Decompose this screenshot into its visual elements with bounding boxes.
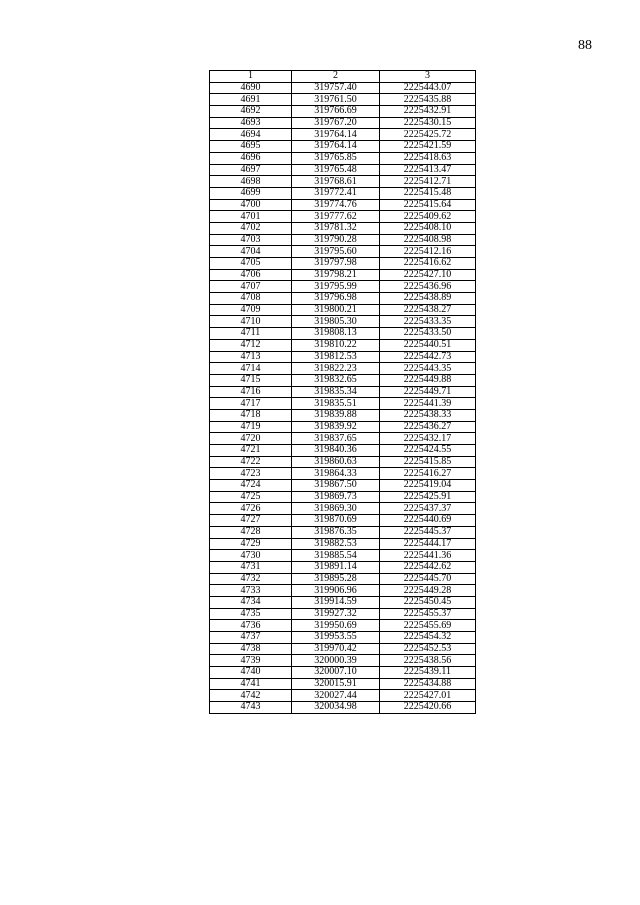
table-row xyxy=(210,398,476,410)
coordinates-table xyxy=(209,70,476,714)
x-coordinate-cell: 319805.30 xyxy=(292,316,380,328)
y-coordinate-cell: 2225421.59 xyxy=(380,141,476,153)
x-coordinate-cell: 319781.32 xyxy=(292,222,380,234)
x-coordinate-cell: 319860.63 xyxy=(292,456,380,468)
table-row xyxy=(210,561,476,573)
point-number-cell: 4724 xyxy=(210,480,292,492)
x-coordinate-cell: 319796.98 xyxy=(292,293,380,305)
table-row xyxy=(210,94,476,106)
table-header xyxy=(210,71,476,83)
header-row xyxy=(210,71,476,83)
table-row xyxy=(210,246,476,258)
x-coordinate-cell: 319764.14 xyxy=(292,129,380,141)
point-number-cell: 4702 xyxy=(210,222,292,234)
table-row xyxy=(210,655,476,667)
table-row xyxy=(210,234,476,246)
point-number-cell: 4734 xyxy=(210,596,292,608)
x-coordinate-cell: 319774.76 xyxy=(292,199,380,211)
point-number-cell: 4730 xyxy=(210,550,292,562)
y-coordinate-cell: 2225430.15 xyxy=(380,117,476,129)
point-number-cell: 4717 xyxy=(210,398,292,410)
table-row xyxy=(210,211,476,223)
point-number-cell: 4701 xyxy=(210,211,292,223)
y-coordinate-cell: 2225435.88 xyxy=(380,94,476,106)
x-coordinate-cell: 319837.65 xyxy=(292,433,380,445)
table-row xyxy=(210,281,476,293)
y-coordinate-cell: 2225438.56 xyxy=(380,655,476,667)
y-coordinate-cell: 2225445.70 xyxy=(380,573,476,585)
point-number-cell: 4737 xyxy=(210,632,292,644)
y-coordinate-cell: 2225412.71 xyxy=(380,176,476,188)
x-coordinate-cell: 319808.13 xyxy=(292,328,380,340)
y-coordinate-cell: 2225455.37 xyxy=(380,608,476,620)
y-coordinate-cell: 2225427.10 xyxy=(380,269,476,281)
y-coordinate-cell: 2225454.32 xyxy=(380,632,476,644)
point-number-cell: 4704 xyxy=(210,246,292,258)
table-row xyxy=(210,573,476,585)
y-coordinate-cell: 2225434.88 xyxy=(380,678,476,690)
table-row xyxy=(210,187,476,199)
table-row xyxy=(210,351,476,363)
point-number-cell: 4690 xyxy=(210,82,292,94)
x-coordinate-cell: 319764.14 xyxy=(292,141,380,153)
point-number-cell: 4695 xyxy=(210,141,292,153)
table-row xyxy=(210,328,476,340)
point-number-cell: 4694 xyxy=(210,129,292,141)
x-coordinate-cell: 319895.28 xyxy=(292,573,380,585)
y-coordinate-cell: 2225436.96 xyxy=(380,281,476,293)
x-coordinate-cell: 319953.55 xyxy=(292,632,380,644)
x-coordinate-cell: 319869.73 xyxy=(292,491,380,503)
table-row xyxy=(210,339,476,351)
y-coordinate-cell: 2225437.37 xyxy=(380,503,476,515)
y-coordinate-cell: 2225449.28 xyxy=(380,585,476,597)
y-coordinate-cell: 2225443.35 xyxy=(380,363,476,375)
y-coordinate-cell: 2225443.07 xyxy=(380,82,476,94)
x-coordinate-cell: 319970.42 xyxy=(292,643,380,655)
table-row xyxy=(210,117,476,129)
y-coordinate-cell: 2225416.27 xyxy=(380,468,476,480)
x-coordinate-cell: 319765.48 xyxy=(292,164,380,176)
point-number-cell: 4729 xyxy=(210,538,292,550)
table-row xyxy=(210,199,476,211)
point-number-cell: 4721 xyxy=(210,445,292,457)
table-row xyxy=(210,702,476,714)
point-number-cell: 4700 xyxy=(210,199,292,211)
y-coordinate-cell: 2225408.98 xyxy=(380,234,476,246)
y-coordinate-cell: 2225444.17 xyxy=(380,538,476,550)
point-number-cell: 4732 xyxy=(210,573,292,585)
table-row xyxy=(210,468,476,480)
x-coordinate-cell: 319839.88 xyxy=(292,409,380,421)
x-coordinate-cell: 319869.30 xyxy=(292,503,380,515)
x-coordinate-cell: 319777.62 xyxy=(292,211,380,223)
table-row xyxy=(210,643,476,655)
x-coordinate-cell: 319876.35 xyxy=(292,526,380,538)
x-coordinate-cell: 319812.53 xyxy=(292,351,380,363)
table-row xyxy=(210,678,476,690)
table-row xyxy=(210,269,476,281)
point-number-cell: 4725 xyxy=(210,491,292,503)
y-coordinate-cell: 2225412.16 xyxy=(380,246,476,258)
point-number-cell: 4727 xyxy=(210,515,292,527)
point-number-cell: 4723 xyxy=(210,468,292,480)
x-coordinate-cell: 319870.69 xyxy=(292,515,380,527)
x-coordinate-cell: 319867.50 xyxy=(292,480,380,492)
table-row xyxy=(210,503,476,515)
x-coordinate-cell: 319906.96 xyxy=(292,585,380,597)
y-coordinate-cell: 2225440.69 xyxy=(380,515,476,527)
x-coordinate-cell: 319927.32 xyxy=(292,608,380,620)
point-number-cell: 4742 xyxy=(210,690,292,702)
table-row xyxy=(210,304,476,316)
y-coordinate-cell: 2225415.85 xyxy=(380,456,476,468)
point-number-cell: 4691 xyxy=(210,94,292,106)
x-coordinate-cell: 319839.92 xyxy=(292,421,380,433)
table-row xyxy=(210,550,476,562)
y-coordinate-cell: 2225449.88 xyxy=(380,374,476,386)
y-coordinate-cell: 2225438.33 xyxy=(380,409,476,421)
table-row xyxy=(210,445,476,457)
x-coordinate-cell: 319914.59 xyxy=(292,596,380,608)
point-number-cell: 4703 xyxy=(210,234,292,246)
y-coordinate-cell: 2225452.53 xyxy=(380,643,476,655)
y-coordinate-cell: 2225409.62 xyxy=(380,211,476,223)
table-row xyxy=(210,363,476,375)
table-row xyxy=(210,608,476,620)
x-coordinate-cell: 319795.60 xyxy=(292,246,380,258)
point-number-cell: 4720 xyxy=(210,433,292,445)
table-row xyxy=(210,667,476,679)
x-coordinate-cell: 319761.50 xyxy=(292,94,380,106)
y-coordinate-cell: 2225441.36 xyxy=(380,550,476,562)
y-coordinate-cell: 2225455.69 xyxy=(380,620,476,632)
table-row xyxy=(210,515,476,527)
point-number-cell: 4711 xyxy=(210,328,292,340)
table-row xyxy=(210,152,476,164)
x-coordinate-cell: 319950.69 xyxy=(292,620,380,632)
table-row xyxy=(210,526,476,538)
y-coordinate-cell: 2225418.63 xyxy=(380,152,476,164)
y-coordinate-cell: 2225425.91 xyxy=(380,491,476,503)
x-coordinate-cell: 319798.21 xyxy=(292,269,380,281)
x-coordinate-cell: 319767.20 xyxy=(292,117,380,129)
column-header-1: 1 xyxy=(210,71,292,83)
table-row xyxy=(210,222,476,234)
point-number-cell: 4740 xyxy=(210,667,292,679)
x-coordinate-cell: 319795.99 xyxy=(292,281,380,293)
table-row xyxy=(210,386,476,398)
point-number-cell: 4731 xyxy=(210,561,292,573)
y-coordinate-cell: 2225442.62 xyxy=(380,561,476,573)
x-coordinate-cell: 319810.22 xyxy=(292,339,380,351)
page-number: 88 xyxy=(578,38,592,53)
y-coordinate-cell: 2225419.04 xyxy=(380,480,476,492)
table-row xyxy=(210,620,476,632)
y-coordinate-cell: 2225433.50 xyxy=(380,328,476,340)
y-coordinate-cell: 2225420.66 xyxy=(380,702,476,714)
table-row xyxy=(210,421,476,433)
point-number-cell: 4726 xyxy=(210,503,292,515)
x-coordinate-cell: 320015.91 xyxy=(292,678,380,690)
x-coordinate-cell: 319891.14 xyxy=(292,561,380,573)
table-row xyxy=(210,141,476,153)
point-number-cell: 4712 xyxy=(210,339,292,351)
point-number-cell: 4693 xyxy=(210,117,292,129)
point-number-cell: 4713 xyxy=(210,351,292,363)
x-coordinate-cell: 319757.40 xyxy=(292,82,380,94)
y-coordinate-cell: 2225432.91 xyxy=(380,106,476,118)
x-coordinate-cell: 319800.21 xyxy=(292,304,380,316)
table-row xyxy=(210,596,476,608)
x-coordinate-cell: 319885.54 xyxy=(292,550,380,562)
point-number-cell: 4715 xyxy=(210,374,292,386)
y-coordinate-cell: 2225413.47 xyxy=(380,164,476,176)
y-coordinate-cell: 2225416.62 xyxy=(380,258,476,270)
table-row xyxy=(210,129,476,141)
table-row xyxy=(210,82,476,94)
table-row xyxy=(210,258,476,270)
table-row xyxy=(210,491,476,503)
table-row xyxy=(210,433,476,445)
table-body xyxy=(210,82,476,713)
x-coordinate-cell: 319797.98 xyxy=(292,258,380,270)
x-coordinate-cell: 319772.41 xyxy=(292,187,380,199)
point-number-cell: 4718 xyxy=(210,409,292,421)
point-number-cell: 4710 xyxy=(210,316,292,328)
point-number-cell: 4736 xyxy=(210,620,292,632)
x-coordinate-cell: 320027.44 xyxy=(292,690,380,702)
point-number-cell: 4705 xyxy=(210,258,292,270)
y-coordinate-cell: 2225424.55 xyxy=(380,445,476,457)
x-coordinate-cell: 319840.36 xyxy=(292,445,380,457)
table-row xyxy=(210,106,476,118)
table-row xyxy=(210,690,476,702)
table-row xyxy=(210,480,476,492)
y-coordinate-cell: 2225425.72 xyxy=(380,129,476,141)
y-coordinate-cell: 2225440.51 xyxy=(380,339,476,351)
point-number-cell: 4697 xyxy=(210,164,292,176)
point-number-cell: 4743 xyxy=(210,702,292,714)
x-coordinate-cell: 319864.33 xyxy=(292,468,380,480)
point-number-cell: 4709 xyxy=(210,304,292,316)
point-number-cell: 4699 xyxy=(210,187,292,199)
x-coordinate-cell: 319765.85 xyxy=(292,152,380,164)
point-number-cell: 4735 xyxy=(210,608,292,620)
y-coordinate-cell: 2225450.45 xyxy=(380,596,476,608)
point-number-cell: 4739 xyxy=(210,655,292,667)
y-coordinate-cell: 2225415.48 xyxy=(380,187,476,199)
point-number-cell: 4692 xyxy=(210,106,292,118)
x-coordinate-cell: 319766.69 xyxy=(292,106,380,118)
table-row xyxy=(210,164,476,176)
y-coordinate-cell: 2225415.64 xyxy=(380,199,476,211)
y-coordinate-cell: 2225442.73 xyxy=(380,351,476,363)
table-row xyxy=(210,316,476,328)
y-coordinate-cell: 2225449.71 xyxy=(380,386,476,398)
y-coordinate-cell: 2225445.37 xyxy=(380,526,476,538)
table-row xyxy=(210,293,476,305)
column-header-2: 2 xyxy=(292,71,380,83)
point-number-cell: 4706 xyxy=(210,269,292,281)
point-number-cell: 4733 xyxy=(210,585,292,597)
y-coordinate-cell: 2225438.89 xyxy=(380,293,476,305)
y-coordinate-cell: 2225433.35 xyxy=(380,316,476,328)
point-number-cell: 4696 xyxy=(210,152,292,164)
point-number-cell: 4714 xyxy=(210,363,292,375)
point-number-cell: 4708 xyxy=(210,293,292,305)
x-coordinate-cell: 319790.28 xyxy=(292,234,380,246)
table-row xyxy=(210,176,476,188)
x-coordinate-cell: 319832.65 xyxy=(292,374,380,386)
table-row xyxy=(210,538,476,550)
point-number-cell: 4719 xyxy=(210,421,292,433)
x-coordinate-cell: 319768.61 xyxy=(292,176,380,188)
table-row xyxy=(210,456,476,468)
table-row xyxy=(210,585,476,597)
y-coordinate-cell: 2225438.27 xyxy=(380,304,476,316)
point-number-cell: 4738 xyxy=(210,643,292,655)
table-row xyxy=(210,632,476,644)
y-coordinate-cell: 2225436.27 xyxy=(380,421,476,433)
x-coordinate-cell: 320007.10 xyxy=(292,667,380,679)
x-coordinate-cell: 319882.53 xyxy=(292,538,380,550)
x-coordinate-cell: 319822.23 xyxy=(292,363,380,375)
point-number-cell: 4707 xyxy=(210,281,292,293)
point-number-cell: 4716 xyxy=(210,386,292,398)
column-header-3: 3 xyxy=(380,71,476,83)
y-coordinate-cell: 2225441.39 xyxy=(380,398,476,410)
table-row xyxy=(210,409,476,421)
point-number-cell: 4741 xyxy=(210,678,292,690)
point-number-cell: 4698 xyxy=(210,176,292,188)
y-coordinate-cell: 2225427.01 xyxy=(380,690,476,702)
y-coordinate-cell: 2225432.17 xyxy=(380,433,476,445)
x-coordinate-cell: 319835.51 xyxy=(292,398,380,410)
y-coordinate-cell: 2225408.10 xyxy=(380,222,476,234)
point-number-cell: 4722 xyxy=(210,456,292,468)
point-number-cell: 4728 xyxy=(210,526,292,538)
table-row xyxy=(210,374,476,386)
x-coordinate-cell: 320000.39 xyxy=(292,655,380,667)
y-coordinate-cell: 2225439.11 xyxy=(380,667,476,679)
x-coordinate-cell: 319835.34 xyxy=(292,386,380,398)
x-coordinate-cell: 320034.98 xyxy=(292,702,380,714)
